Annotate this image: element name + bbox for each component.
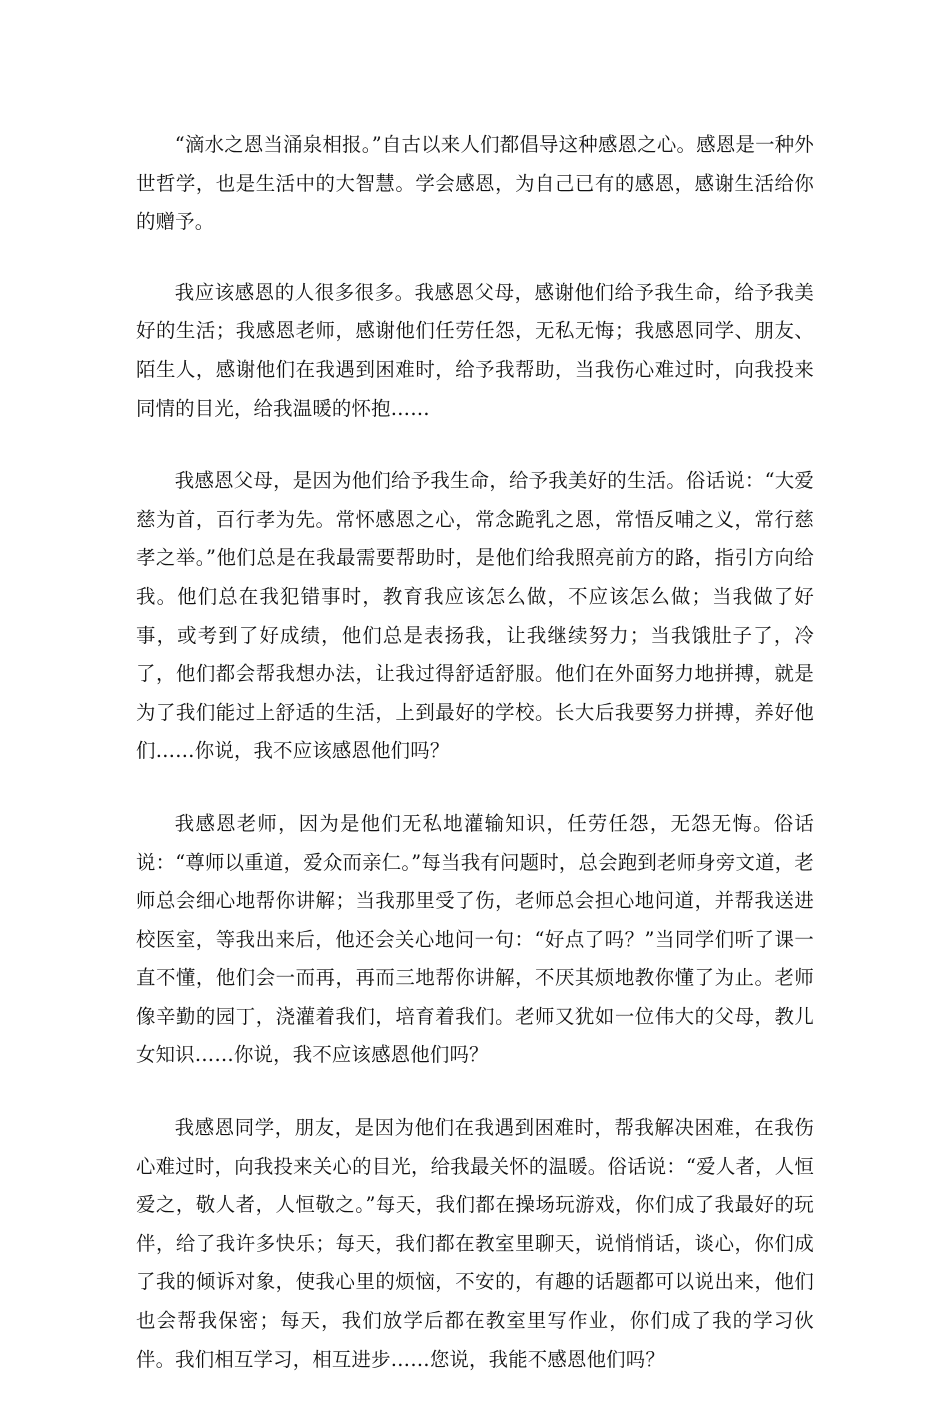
paragraph-gratitude-list: 我应该感恩的人很多很多。我感恩父母，感谢他们给予我生命，给予我美好的生活；我感恩老师，感谢他们任劳任怨，无私无悔；我感恩同学、朋友、陌生人，感谢他们在我遇到困难时，给予我帮助，当我伤心难过时，向我投来同情的目光，给我温暖的怀抱…… <box>136 280 814 420</box>
paragraph-teachers: 我感恩老师，因为是他们无私地灌输知识，任劳任怨，无怨无悔。俗话说：“尊师以重道，爱众而亲仁。”每当我有问题时，总会跑到老师身旁文道，老师总会细心地帮你讲解；当我那里受了伤，老师总会担心地问道，并帮我送进校医室，等我出来后，他还会关心地问一句：“好点了吗？”当同学们听了课一直不懂，他们会一而再，再而三地帮你讲解，不厌其烦地教你懂了为止。老师像辛勤的园丁，浇灌着我们，培育着我们。老师又犹如一位伟大的父母，教儿女知识……你说，我不应该感恩他们吗？ <box>136 811 814 1067</box>
paragraph-parents: 我感恩父母，是因为他们给予我生命，给予我美好的生活。俗话说：“大爱慈为首，百行孝为先。常怀感恩之心，常念跪乳之恩，常悟反哺之义，常行慈孝之举。”他们总是在我最需要帮助时，是他们给我照亮前方的路，指引方向给我。他们总在我犯错事时，教育我应该怎么做，不应该怎么做；当我做了好事，或考到了好成绩，他们总是表扬我，让我继续努力；当我饿肚子了，冷了，他们都会帮我想办法，让我过得舒适舒服。他们在外面努力地拼搏，就是为了我们能过上舒适的生活，上到最好的学校。长大后我要努力拼搏，养好他们……你说，我不应该感恩他们吗？ <box>136 469 814 763</box>
document-body <box>136 126 814 1413</box>
paragraph-intro: “滴水之恩当涌泉相报。”自古以来人们都倡导这种感恩之心。感恩是一种外世哲学，也是生活中的大智慧。学会感恩，为自己已有的感恩，感谢生活给你的赠予。 <box>136 133 814 234</box>
paragraph-friends: 我感恩同学，朋友，是因为他们在我遇到困难时，帮我解决困难，在我伤心难过时，向我投来关心的目光，给我最关怀的温暖。俗话说：“爱人者，人恒爱之，敬人者，人恒敬之。”每天，我们都在操场玩游戏，你们成了我最好的玩伴，给了我许多快乐；每天，我们都在教室里聊天，说悄悄话，谈心，你们成了我的倾诉对象，使我心里的烦恼，不安的，有趣的话题都可以说出来，他们也会帮我保密；每天，我们放学后都在教室里写作业，你们成了我的学习伙伴。我们相互学习，相互进步……您说，我能不感恩他们吗？ <box>136 1116 814 1371</box>
